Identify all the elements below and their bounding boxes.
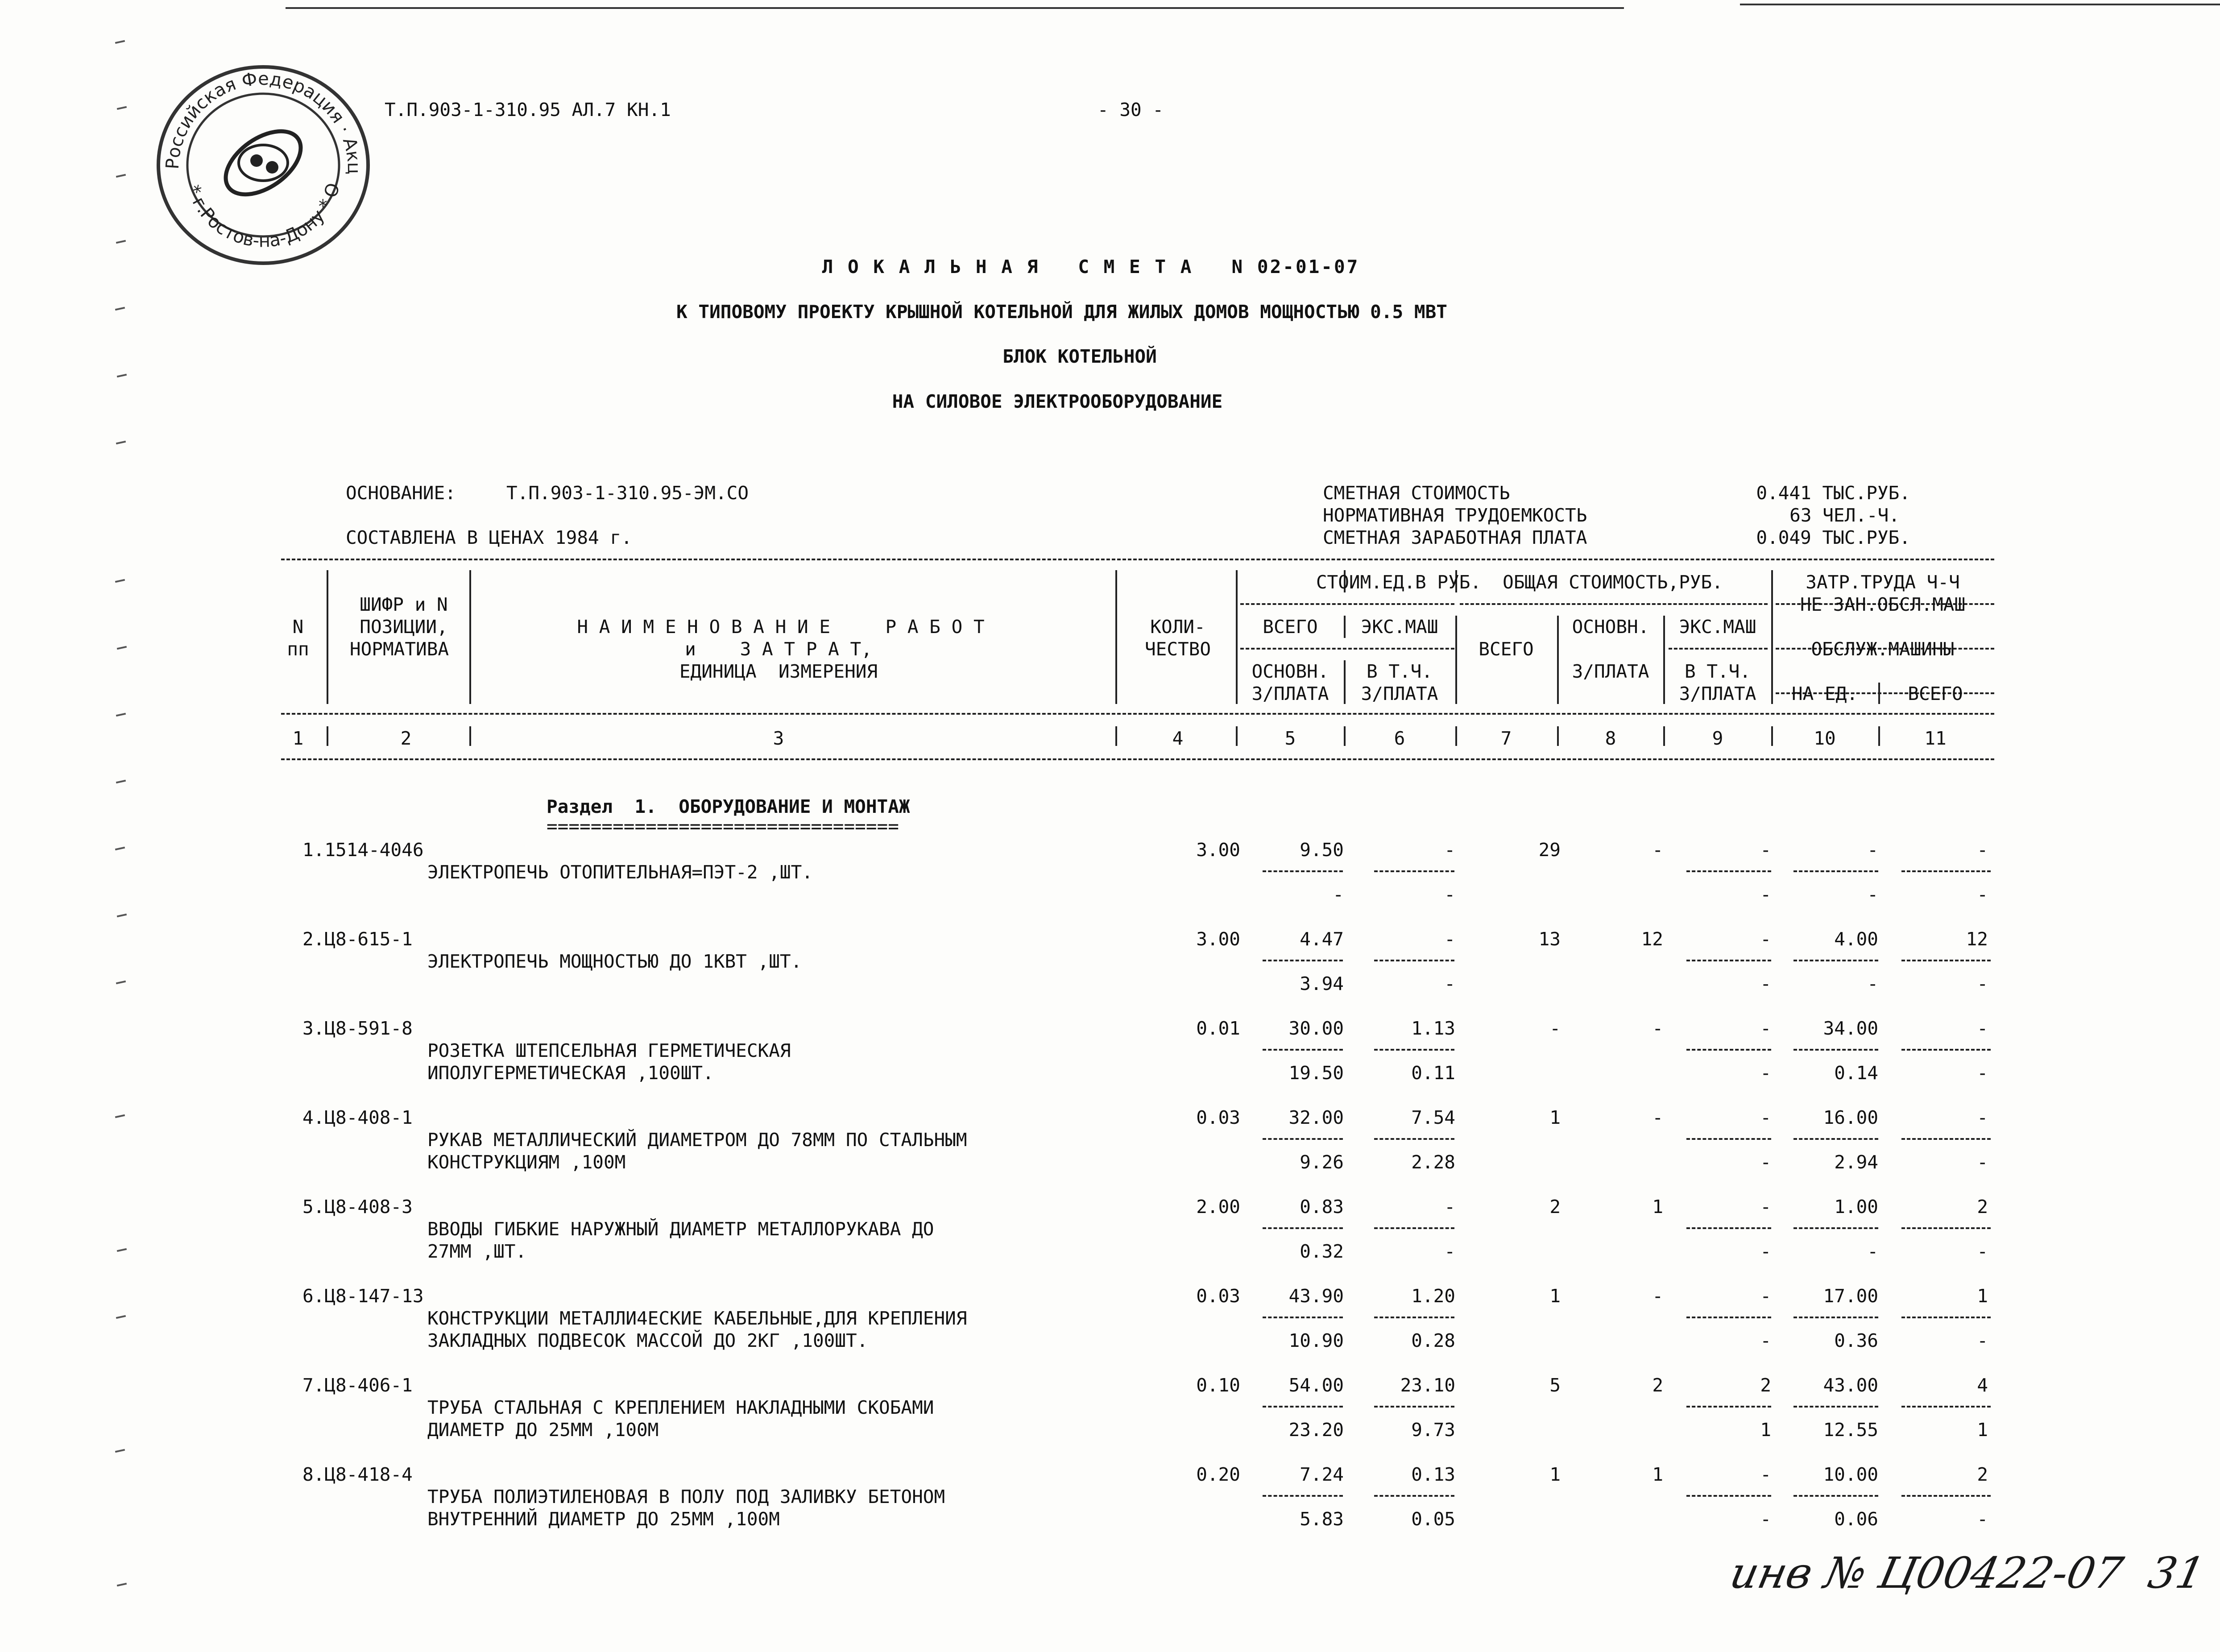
row-cell-c6b: - [1444, 1241, 1455, 1262]
row-cell-c10b: 0.06 [1834, 1508, 1878, 1530]
row-cell-c8: - [1652, 1107, 1663, 1128]
row-cell-c6: 0.13 [1411, 1464, 1455, 1485]
row-cell-c6: 1.13 [1411, 1018, 1455, 1039]
row-divider-dash [1263, 1138, 1343, 1140]
row-cell-c6b: 0.05 [1411, 1508, 1455, 1530]
row-cell-c10: 4.00 [1834, 928, 1878, 950]
row-cell-c10b: - [1867, 1241, 1878, 1262]
row-divider-dash [1793, 1227, 1878, 1229]
row-divider-dash [1686, 1227, 1771, 1229]
header-total-incl-2: З/ПЛАТА [1679, 683, 1756, 704]
row-cell-c10: 16.00 [1823, 1107, 1878, 1128]
row-divider-dash [1374, 1317, 1454, 1318]
header-code-2: ПОЗИЦИИ, [360, 616, 448, 638]
row-cell-c5: 43.90 [1288, 1285, 1344, 1307]
header-total-incl-1: В Т.Ч. [1684, 661, 1751, 682]
row-code: 4.Ц8-408-1 [302, 1107, 413, 1128]
top-rule-right [1740, 4, 2220, 5]
row-cell-c9b: - [1760, 1330, 1771, 1351]
header-code-3: НОРМАТИВА [349, 638, 449, 660]
row-cell-qty: 2.00 [1196, 1196, 1240, 1217]
price-basis: СОСТАВЛЕНА В ЦЕНАХ 1984 г. [346, 527, 632, 548]
row-cell-c7: - [1549, 1018, 1561, 1039]
row-cell-c9b: - [1760, 1508, 1771, 1530]
row-cell-c10: 10.00 [1823, 1464, 1878, 1485]
basis-value: Т.П.903-1-310.95-ЭМ.СО [506, 482, 749, 504]
row-cell-c7: 13 [1538, 928, 1561, 950]
row-cell-c10: - [1867, 839, 1878, 861]
row-cell-c8: 2 [1652, 1375, 1663, 1396]
col-number-9: 9 [1712, 728, 1723, 749]
row-cell-qty: 3.00 [1196, 839, 1240, 861]
row-cell-c7: 1 [1549, 1464, 1561, 1485]
header-unit-mach: ЭКС.МАШ [1361, 616, 1438, 638]
row-cell-qty: 0.20 [1196, 1464, 1240, 1485]
col-number-3: 3 [773, 728, 784, 749]
row-cell-c9: - [1760, 928, 1771, 950]
row-divider-dash [1901, 1317, 1991, 1318]
row-cell-qty: 3.00 [1196, 928, 1240, 950]
row-divider-dash [1901, 1138, 1991, 1140]
row-cell-c11: - [1977, 1107, 1988, 1128]
row-divider-dash [1263, 870, 1343, 872]
row-cell-c5b: 10.90 [1288, 1330, 1344, 1351]
row-cell-c6b: 9.73 [1411, 1419, 1455, 1441]
row-cell-c10b: 2.94 [1834, 1151, 1878, 1173]
row-cell-c5: 7.24 [1300, 1464, 1344, 1485]
row-cell-c11: - [1977, 1018, 1988, 1039]
row-cell-c6b: - [1444, 973, 1455, 994]
row-divider-dash [1901, 870, 1991, 872]
row-cell-c6: 23.10 [1400, 1375, 1455, 1396]
header-total-cost: ОБЩАЯ СТОИМОСТЬ,РУБ. [1503, 571, 1723, 593]
row-code: 8.Ц8-418-4 [302, 1464, 413, 1485]
row-name-line2: ВНУТРЕННИЙ ДИАМЕТР ДО 25ММ ,100М [427, 1508, 780, 1530]
top-rule [286, 7, 1624, 9]
row-divider-dash [1374, 870, 1454, 872]
row-cell-qty: 0.03 [1196, 1107, 1240, 1128]
header-labor-2: НЕ ЗАН.ОБСЛ.МАШ [1800, 594, 1966, 615]
row-cell-c9b: - [1760, 973, 1771, 994]
col-number-11: 11 [1924, 728, 1947, 749]
summary-value-cost: 0.441 ТЫС.РУБ. [1756, 482, 1910, 504]
header-name-3: ЕДИНИЦА ИЗМЕРЕНИЯ [679, 661, 878, 682]
row-cell-c8: - [1652, 839, 1663, 861]
row-name-line1: РУКАВ МЕТАЛЛИЧЕСКИЙ ДИАМЕТРОМ ДО 78ММ ПО СТАЛЬНЫМ [427, 1129, 967, 1151]
row-divider-dash [1686, 1049, 1771, 1051]
estimate-title: Л О К А Л Ь Н А Я С М Е Т А N 02-01-07 [822, 256, 1360, 277]
row-divider-dash [1263, 1227, 1343, 1229]
header-name-2: и З А Т Р А Т, [685, 638, 872, 660]
row-cell-c10b: - [1867, 884, 1878, 905]
header-total-basic-1: ОСНОВН. [1572, 616, 1649, 638]
row-cell-qty: 0.03 [1196, 1285, 1240, 1307]
row-divider-dash [1374, 1495, 1454, 1497]
row-cell-c5: 54.00 [1288, 1375, 1344, 1396]
header-pp: пп [287, 638, 309, 660]
row-cell-c10: 34.00 [1823, 1018, 1878, 1039]
estimate-block: БЛОК КОТЕЛЬНОЙ [1002, 346, 1157, 367]
svg-text:Российская Федерация · Акц. об: Российская Федерация · Акц [162, 68, 364, 175]
row-cell-c5: 9.50 [1300, 839, 1344, 861]
row-divider-dash [1263, 1406, 1343, 1408]
row-cell-c7: 1 [1549, 1285, 1561, 1307]
row-cell-c10: 43.00 [1823, 1375, 1878, 1396]
row-divider-dash [1263, 1049, 1343, 1051]
section-underline: ================================ [547, 816, 899, 837]
header-qty-1: КОЛИ- [1150, 616, 1205, 638]
row-name-line1: ВВОДЫ ГИБКИЕ НАРУЖНЫЙ ДИАМЕТР МЕТАЛЛОРУКАВА ДО [427, 1218, 934, 1240]
row-divider-dash [1793, 1406, 1878, 1408]
header-unit-cost: СТОИМ.ЕД.В РУБ. [1316, 571, 1482, 593]
header-code-1: ШИФР и N [360, 594, 448, 615]
row-divider-dash [1901, 1406, 1991, 1408]
row-code: 5.Ц8-408-3 [302, 1196, 413, 1217]
header-labor-all: ВСЕГО [1908, 683, 1963, 704]
row-name-line2: 27ММ ,ШТ. [427, 1241, 527, 1262]
doc-reference: Т.П.903-1-310.95 АЛ.7 КН.1 [385, 99, 671, 120]
col-number-2: 2 [400, 728, 412, 749]
row-cell-c5: 30.00 [1288, 1018, 1344, 1039]
row-divider-dash [1686, 1406, 1771, 1408]
row-cell-c9: - [1760, 839, 1771, 861]
row-name-line1: КОНСТРУКЦИИ МЕТАЛЛИ4ЕСКИЕ КАБЕЛЬНЫЕ,ДЛЯ КРЕПЛЕНИЯ [427, 1308, 967, 1329]
row-cell-c6: 7.54 [1411, 1107, 1455, 1128]
row-divider-dash [1901, 1495, 1991, 1497]
header-unit-basic-2: З/ПЛАТА [1251, 683, 1329, 704]
basis-label: ОСНОВАНИЕ: [346, 482, 456, 504]
header-qty-2: ЧЕСТВО [1144, 638, 1211, 660]
row-name-line1: ЭЛЕКТРОПЕЧЬ МОЩНОСТЬЮ ДО 1КВТ ,ШТ. [427, 951, 802, 972]
row-cell-qty: 0.10 [1196, 1375, 1240, 1396]
row-cell-c6: - [1444, 839, 1455, 861]
row-cell-c5b: 5.83 [1300, 1508, 1344, 1530]
row-cell-c9b: - [1760, 1151, 1771, 1173]
summary-label-wage: СМЕТНАЯ ЗАРАБОТНАЯ ПЛАТА [1323, 527, 1587, 548]
row-cell-c5b: 19.50 [1288, 1062, 1344, 1084]
row-cell-c11b: - [1977, 1508, 1988, 1530]
row-divider-dash [1793, 1049, 1878, 1051]
header-total-basic-2: З/ПЛАТА [1572, 661, 1649, 682]
row-cell-c10: 17.00 [1823, 1285, 1878, 1307]
row-cell-c9: - [1760, 1196, 1771, 1217]
row-name-line2: ДИАМЕТР ДО 25ММ ,100М [427, 1419, 659, 1441]
summary-value-wage: 0.049 ТЫС.РУБ. [1756, 527, 1910, 548]
summary-label-labor: НОРМАТИВНАЯ ТРУДОЕМКОСТЬ [1323, 505, 1587, 526]
summary-label-cost: СМЕТНАЯ СТОИМОСТЬ [1323, 482, 1510, 504]
row-divider-dash [1686, 1317, 1771, 1318]
row-cell-qty: 0.01 [1196, 1018, 1240, 1039]
row-cell-c9b: - [1760, 1062, 1771, 1084]
row-code: 6.Ц8-147-13 [302, 1285, 424, 1307]
row-cell-c9: - [1760, 1285, 1771, 1307]
row-divider-dash [1263, 960, 1343, 961]
row-cell-c5b: 9.26 [1300, 1151, 1344, 1173]
row-divider-dash [1901, 960, 1991, 961]
row-cell-c10b: 12.55 [1823, 1419, 1878, 1441]
row-cell-c10b: 0.36 [1834, 1330, 1878, 1351]
row-divider-dash [1374, 1406, 1454, 1408]
row-cell-c5b: 0.32 [1300, 1241, 1344, 1262]
row-code: 1.1514-4046 [302, 839, 424, 861]
row-cell-c6b: 0.28 [1411, 1330, 1455, 1351]
company-seal [147, 54, 379, 268]
estimate-subtitle: К ТИПОВОМУ ПРОЕКТУ КРЫШНОЙ КОТЕЛЬНОЙ ДЛЯ ЖИЛЫХ ДОМОВ МОЩНОСТЬЮ 0.5 МВТ [676, 301, 1447, 323]
row-divider-dash [1263, 1317, 1343, 1318]
row-cell-c7: 29 [1538, 839, 1561, 861]
row-cell-c11b: - [1977, 1241, 1988, 1262]
row-divider-dash [1793, 1317, 1878, 1318]
row-cell-c10b: - [1867, 973, 1878, 994]
header-name-1: Н А И М Е Н О В А Н И Е Р А Б О Т [577, 616, 985, 638]
header-unit-basic-1: ОСНОВН. [1251, 661, 1329, 682]
row-cell-c7: 1 [1549, 1107, 1561, 1128]
svg-text:* г.Ростов-на-Дону * ОЗОН: * г.Ростов-на-Дону * О [183, 180, 344, 252]
row-name-line1: ЭЛЕКТРОПЕЧЬ ОТОПИТЕЛЬНАЯ=ПЭТ-2 ,ШТ. [427, 861, 813, 883]
row-name-line1: ТРУБА ПОЛИЭТИЛЕНОВАЯ В ПОЛУ ПОД ЗАЛИВКУ БЕТОНОМ [427, 1486, 945, 1507]
row-cell-c5b: - [1333, 884, 1344, 905]
row-cell-c10: 1.00 [1834, 1196, 1878, 1217]
row-cell-c11b: - [1977, 1330, 1988, 1351]
row-name-line2: ИПОЛУГЕРМЕТИЧЕСКАЯ ,100ШТ. [427, 1062, 714, 1084]
row-divider-dash [1686, 870, 1771, 872]
row-cell-c11: 2 [1977, 1196, 1988, 1217]
row-divider-dash [1901, 1227, 1991, 1229]
row-cell-c9: 2 [1760, 1375, 1771, 1396]
section-title: Раздел 1. ОБОРУДОВАНИЕ И МОНТАЖ [547, 796, 910, 817]
row-cell-c8: 1 [1652, 1464, 1663, 1485]
row-divider-dash [1793, 960, 1878, 961]
row-cell-c6b: - [1444, 884, 1455, 905]
row-name-line2: ЗАКЛАДНЫХ ПОДВЕСОК МАССОЙ ДО 2КГ ,100ШТ. [427, 1330, 868, 1351]
row-divider-dash [1901, 1049, 1991, 1051]
row-cell-c9: - [1760, 1464, 1771, 1485]
row-cell-c11b: - [1977, 1062, 1988, 1084]
row-cell-c6: - [1444, 928, 1455, 950]
col-number-7: 7 [1500, 728, 1512, 749]
row-name-line1: РОЗЕТКА ШТЕПСЕЛЬНАЯ ГЕРМЕТИЧЕСКАЯ [427, 1040, 791, 1061]
row-cell-c11b: - [1977, 884, 1988, 905]
row-divider-dash [1374, 1227, 1454, 1229]
header-n: N [292, 616, 304, 638]
row-cell-c9b: - [1760, 884, 1771, 905]
row-cell-c11: 12 [1966, 928, 1988, 950]
col-number-6: 6 [1394, 728, 1405, 749]
header-unit-incl-2: З/ПЛАТА [1361, 683, 1438, 704]
col-number-1: 1 [292, 728, 304, 749]
row-cell-c11: 2 [1977, 1464, 1988, 1485]
header-labor-per-unit: НА ЕД. [1791, 683, 1858, 704]
row-cell-c9b: - [1760, 1241, 1771, 1262]
header-total-all: ВСЕГО [1479, 638, 1534, 660]
row-cell-c10b: 0.14 [1834, 1062, 1878, 1084]
col-number-8: 8 [1605, 728, 1616, 749]
row-divider-dash [1263, 1495, 1343, 1497]
row-name-line1: ТРУБА СТАЛЬНАЯ С КРЕПЛЕНИЕМ НАКЛАДНЫМИ СКОБАМИ [427, 1397, 934, 1418]
row-cell-c9b: 1 [1760, 1419, 1771, 1441]
row-cell-c8: - [1652, 1285, 1663, 1307]
row-name-line2: КОНСТРУКЦИЯМ ,100М [427, 1151, 626, 1173]
estimate-scope: НА СИЛОВОЕ ЭЛЕКТРООБОРУДОВАНИЕ [892, 391, 1223, 412]
row-code: 7.Ц8-406-1 [302, 1375, 413, 1396]
page-number: - 30 - [1098, 99, 1164, 120]
row-cell-c8: 1 [1652, 1196, 1663, 1217]
row-divider-dash [1793, 1138, 1878, 1140]
row-divider-dash [1686, 1138, 1771, 1140]
row-cell-c5b: 3.94 [1300, 973, 1344, 994]
col-number-4: 4 [1172, 728, 1184, 749]
header-total-mach: ЭКС.МАШ [1679, 616, 1756, 638]
row-divider-dash [1793, 1495, 1878, 1497]
row-cell-c8: - [1652, 1018, 1663, 1039]
inventory-note: инв № Ц00422-07 31 [1726, 1548, 2209, 1598]
row-cell-c11b: - [1977, 1151, 1988, 1173]
row-cell-c5: 4.47 [1300, 928, 1344, 950]
row-divider-dash [1686, 960, 1771, 961]
row-cell-c11b: 1 [1977, 1419, 1988, 1441]
row-divider-dash [1374, 960, 1454, 961]
header-labor-serv: ОБСЛУЖ.МАШИНЫ [1811, 638, 1955, 660]
row-cell-c11: - [1977, 839, 1988, 861]
row-cell-c6b: 2.28 [1411, 1151, 1455, 1173]
row-cell-c9: - [1760, 1107, 1771, 1128]
row-cell-c6b: 0.11 [1411, 1062, 1455, 1084]
row-cell-c5b: 23.20 [1288, 1419, 1344, 1441]
col-number-5: 5 [1284, 728, 1296, 749]
col-number-10: 10 [1814, 728, 1836, 749]
row-divider-dash [1374, 1049, 1454, 1051]
row-divider-dash [1686, 1495, 1771, 1497]
row-cell-c7: 5 [1549, 1375, 1561, 1396]
row-cell-c11b: - [1977, 973, 1988, 994]
header-labor-1: ЗАТР.ТРУДА Ч-Ч [1806, 571, 1960, 593]
row-cell-c9: - [1760, 1018, 1771, 1039]
row-divider-dash [1793, 870, 1878, 872]
row-code: 3.Ц8-591-8 [302, 1018, 413, 1039]
header-unit-incl-1: В Т.Ч. [1366, 661, 1433, 682]
row-cell-c8: 12 [1641, 928, 1663, 950]
row-cell-c11: 1 [1977, 1285, 1988, 1307]
row-cell-c5: 32.00 [1288, 1107, 1344, 1128]
summary-value-labor: 63 ЧЕЛ.-Ч. [1789, 505, 1900, 526]
header-unit-all: ВСЕГО [1263, 616, 1318, 638]
row-cell-c6: - [1444, 1196, 1455, 1217]
seal-emblem-icon [147, 54, 379, 268]
row-cell-c6: 1.20 [1411, 1285, 1455, 1307]
row-cell-c7: 2 [1549, 1196, 1561, 1217]
row-cell-c5: 0.83 [1300, 1196, 1344, 1217]
row-code: 2.Ц8-615-1 [302, 928, 413, 950]
row-cell-c11: 4 [1977, 1375, 1988, 1396]
row-divider-dash [1374, 1138, 1454, 1140]
